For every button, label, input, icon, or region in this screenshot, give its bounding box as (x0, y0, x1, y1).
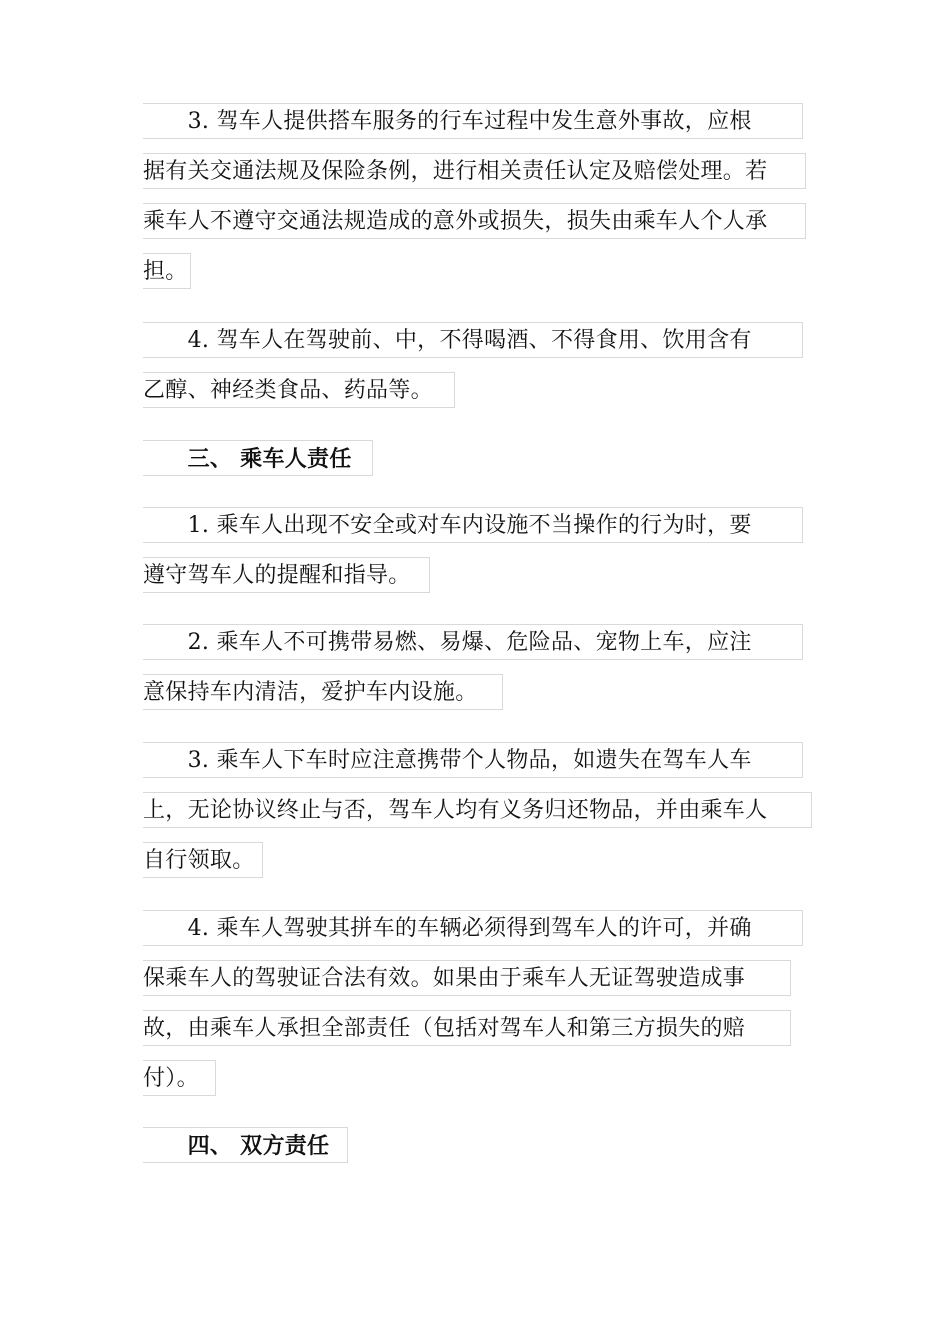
text-line: 保乘车人的驾驶证合法有效。如果由于乘车人无证驾驶造成事 (143, 960, 791, 996)
text-line: 4. 乘车人驾驶其拼车的车辆必须得到驾车人的许可，并确 (143, 910, 803, 946)
text-line: 1. 乘车人出现不安全或对车内设施不当操作的行为时，要 (143, 507, 803, 543)
section-heading: 四、 双方责任 (143, 1127, 348, 1163)
text-line: 意保持车内清洁，爱护车内设施。 (143, 674, 503, 710)
text-line: 故，由乘车人承担全部责任（包括对驾车人和第三方损失的赔 (143, 1010, 791, 1046)
text-line: 据有关交通法规及保险条例，进行相关责任认定及赔偿处理。若 (143, 153, 806, 189)
text-line: 4. 驾车人在驾驶前、中，不得喝酒、不得食用、饮用含有 (143, 322, 803, 358)
text-line: 自行领取。 (143, 842, 263, 878)
text-line: 3. 驾车人提供搭车服务的行车过程中发生意外事故，应根 (143, 103, 803, 139)
section-heading: 三、 乘车人责任 (143, 440, 373, 476)
text-line: 2. 乘车人不可携带易燃、易爆、危险品、宠物上车，应注 (143, 624, 803, 660)
text-line: 遵守驾车人的提醒和指导。 (143, 557, 430, 593)
text-line: 担。 (143, 253, 191, 289)
text-line: 乘车人不遵守交通法规造成的意外或损失，损失由乘车人个人承 (143, 203, 806, 239)
text-line: 上，无论协议终止与否，驾车人均有义务归还物品，并由乘车人 (143, 792, 812, 828)
text-line: 付）。 (143, 1060, 216, 1096)
text-line: 乙醇、神经类食品、药品等。 (143, 372, 455, 408)
text-line: 3. 乘车人下车时应注意携带个人物品，如遗失在驾车人车 (143, 742, 803, 778)
